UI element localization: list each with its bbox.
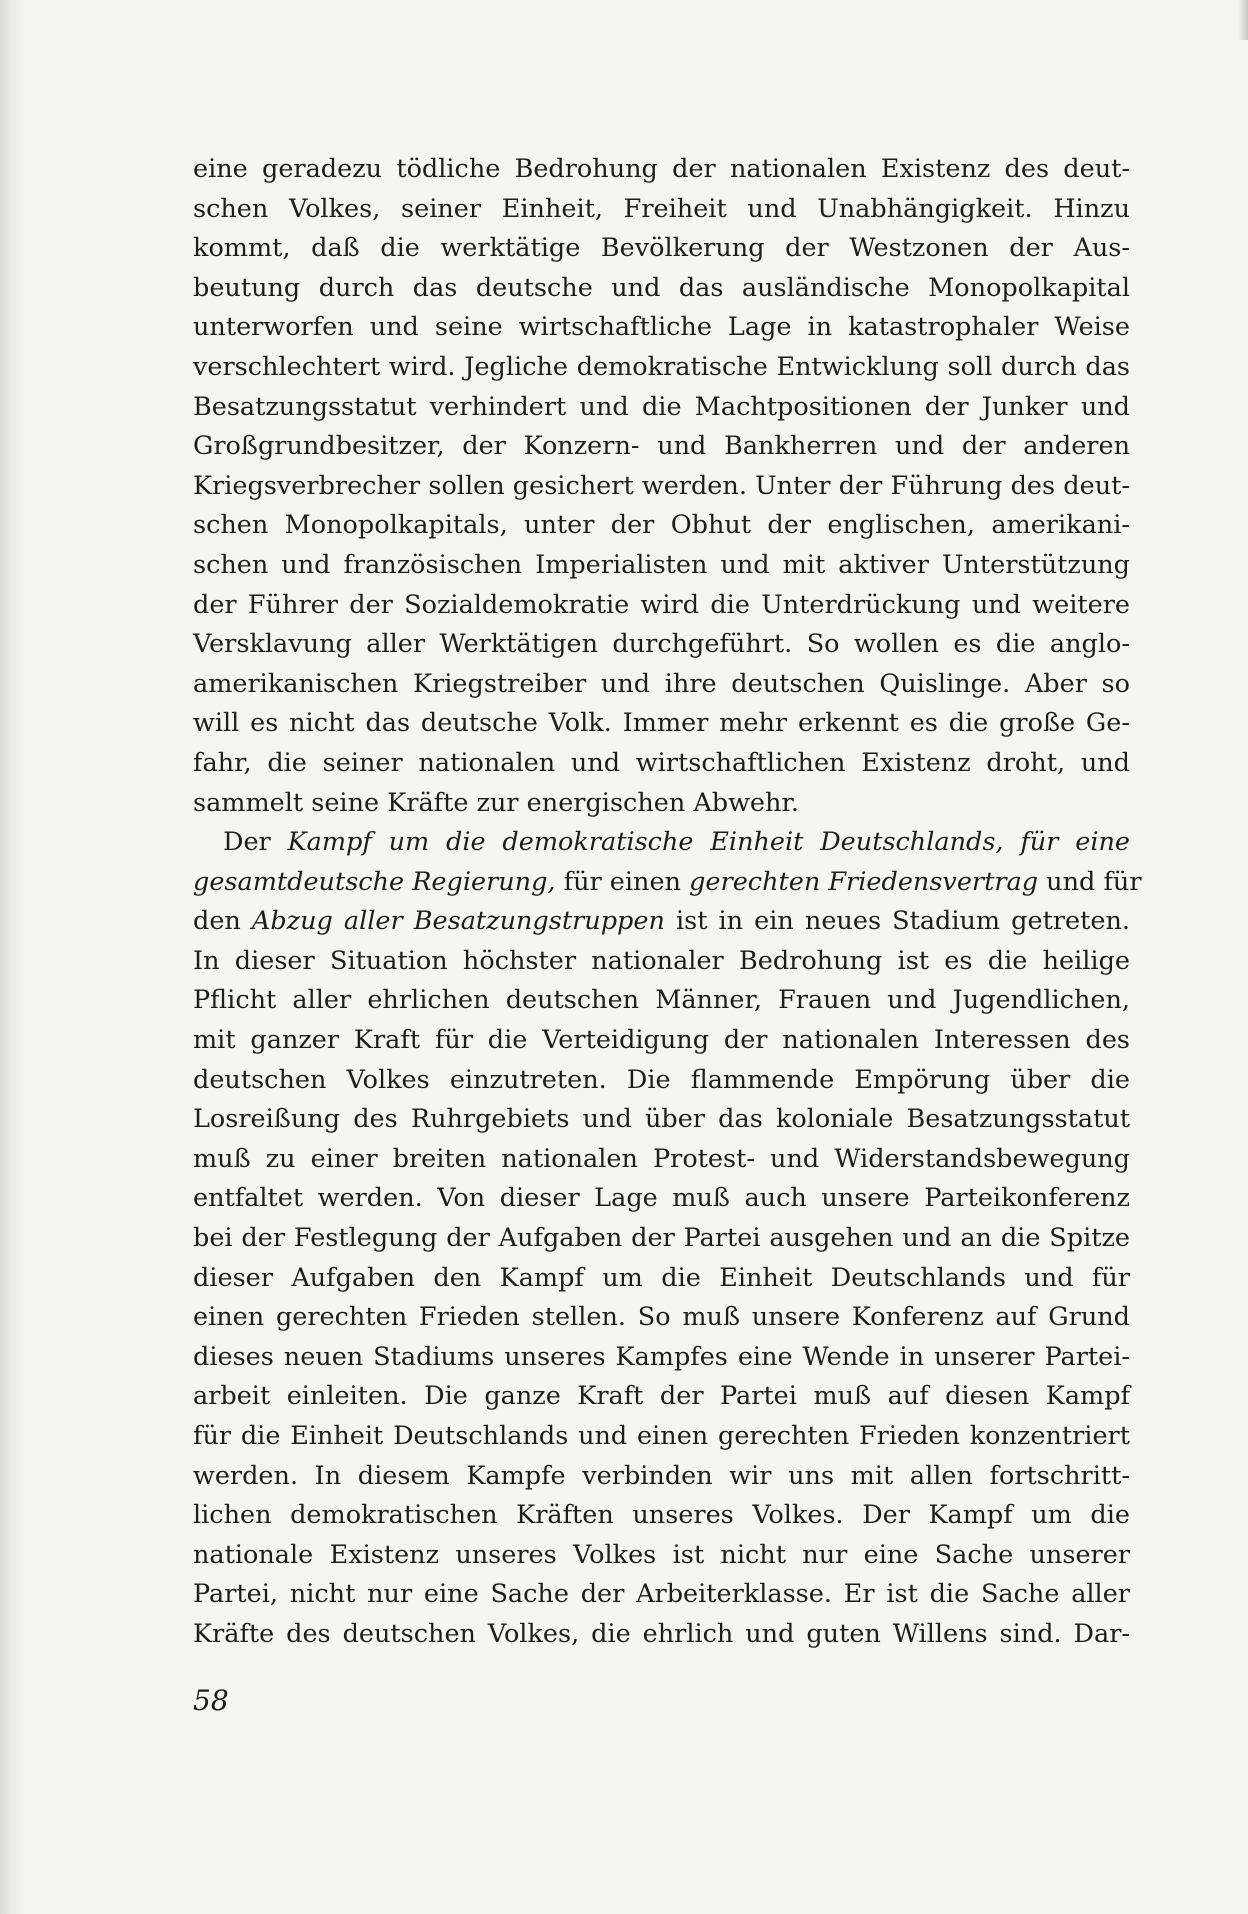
text-line: deutschen Volkes einzutreten. Die flammende Empörung über die <box>193 1064 1130 1095</box>
text-line: bei der Festlegung der Aufgaben der Partei ausgehen und an die Spitze <box>193 1223 1130 1254</box>
text-line: fahr, die seiner nationalen und wirtschaftlichen Existenz droht, und <box>193 747 1130 778</box>
text-line: Großgrundbesitzer, der Konzern- und Bankherren und der anderen <box>193 431 1130 462</box>
text-line: eine geradezu tödliche Bedrohung der nationalen Existenz des deut- <box>193 154 1130 184</box>
text-line: dieser Aufgaben den Kampf um die Einheit Deutschlands und für <box>193 1262 1130 1293</box>
page-corner-mark <box>1238 0 1248 40</box>
text-line: werden. In diesem Kampfe verbinden wir uns mit allen fortschritt- <box>193 1460 1130 1491</box>
page-number: 58 <box>193 1684 229 1717</box>
text-line: Partei, nicht nur eine Sache der Arbeiterklasse. Er ist die Sache aller <box>193 1579 1130 1610</box>
text-line: einen gerechten Frieden stellen. So muß unsere Konferenz auf Grund <box>193 1302 1130 1333</box>
text-line: unterworfen und seine wirtschaftliche Lage in katastrophaler Weise <box>193 312 1130 343</box>
text-line: Kräfte des deutschen Volkes, die ehrlich und guten Willens sind. Dar- <box>193 1618 1130 1649</box>
paragraph-2 <box>193 823 1142 1654</box>
text-line: Pflicht aller ehrlichen deutschen Männer, Frauen und Jugendlichen, <box>193 985 1130 1016</box>
text-line: In dieser Situation höchster nationaler Bedrohung ist es die heilige <box>193 945 1130 976</box>
text-line: muß zu einer breiten nationalen Protest- und Widerstandsbewegung <box>193 1143 1130 1174</box>
text-line: amerikanischen Kriegstreiber und ihre deutschen Quislinge. Aber so <box>193 668 1130 699</box>
text-line: für die Einheit Deutschlands und einen gerechten Frieden konzentriert <box>193 1421 1130 1451</box>
text-line: schen Monopolkapitals, unter der Obhut der englischen, amerikani- <box>193 510 1130 541</box>
text-line: gesamtdeutsche Regierung, für einen gerechten Friedensvertrag und für <box>193 866 1142 897</box>
text-line: Besatzungsstatut verhindert und die Machtpositionen der Junker und <box>193 391 1130 422</box>
text-line: entfaltet werden. Von dieser Lage muß auch unsere Parteikonferenz <box>193 1183 1130 1214</box>
paragraph-1 <box>193 150 1130 823</box>
text-line: dieses neuen Stadiums unseres Kampfes eine Wende in unserer Partei- <box>193 1341 1130 1372</box>
text-line: will es nicht das deutsche Volk. Immer mehr erkennt es die große Ge- <box>193 708 1130 739</box>
text-line: den Abzug aller Besatzungstruppen ist in ein neues Stadium getreten. <box>193 906 1130 937</box>
text-line: Der Kampf um die demokratische Einheit Deutschlands, für eine <box>223 827 1130 858</box>
text-line: mit ganzer Kraft für die Verteidigung der nationalen Interessen des <box>193 1025 1130 1056</box>
text-line: sammelt seine Kräfte zur energischen Abwehr. <box>193 787 799 818</box>
text-line: schen Volkes, seiner Einheit, Freiheit und Unabhängigkeit. Hinzu <box>193 193 1130 224</box>
text-line: kommt, daß die werktätige Bevölkerung der Westzonen der Aus- <box>193 233 1130 264</box>
text-line: beutung durch das deutsche und das ausländische Monopolkapital <box>193 272 1130 303</box>
text-line: nationale Existenz unseres Volkes ist nicht nur eine Sache unserer <box>193 1539 1130 1570</box>
body-text <box>193 150 1142 1655</box>
page-gutter-shadow <box>0 0 26 1914</box>
text-line: der Führer der Sozialdemokratie wird die Unterdrückung und weitere <box>193 589 1130 620</box>
text-line: schen und französischen Imperialisten und mit aktiver Unterstützung <box>193 549 1130 580</box>
text-line: lichen demokratischen Kräften unseres Volkes. Der Kampf um die <box>193 1500 1130 1531</box>
text-line: Kriegsverbrecher sollen gesichert werden. Unter der Führung des deut- <box>193 470 1130 501</box>
text-line: arbeit einleiten. Die ganze Kraft der Partei muß auf diesen Kampf <box>193 1381 1130 1412</box>
text-line: verschlechtert wird. Jegliche demokratische Entwicklung soll durch das <box>193 351 1130 382</box>
text-line: Losreißung des Ruhrgebiets und über das koloniale Besatzungsstatut <box>193 1104 1130 1135</box>
text-line: Versklavung aller Werktätigen durchgeführt. So wollen es die anglo- <box>193 629 1130 660</box>
